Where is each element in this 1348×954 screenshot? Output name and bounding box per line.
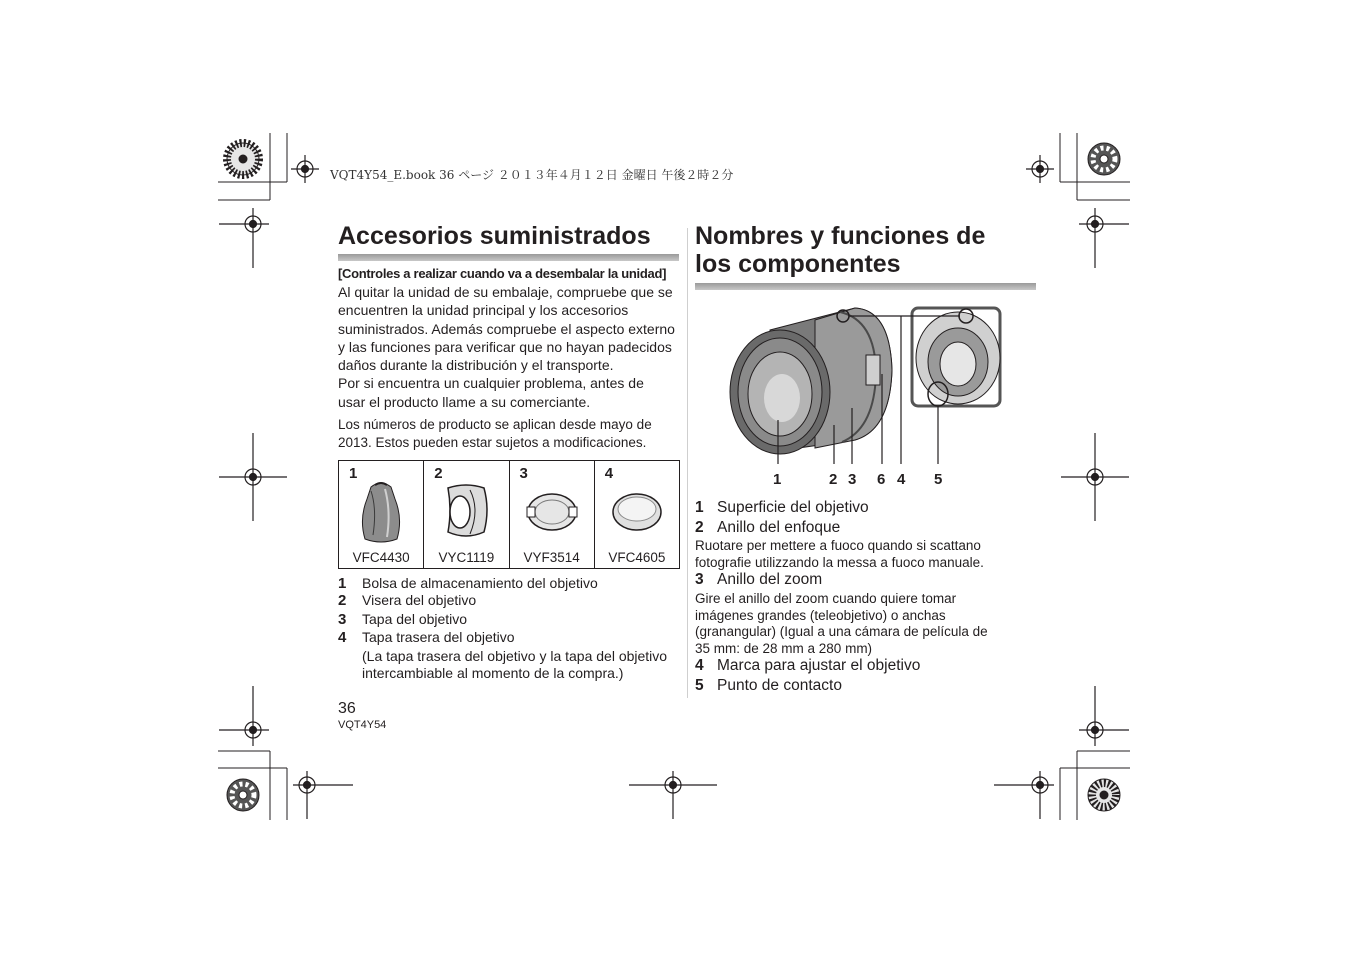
list-item bbox=[338, 575, 598, 592]
list-item bbox=[338, 611, 467, 628]
intro-line: suministrados. Además compruebe el aspecto externo bbox=[338, 320, 675, 337]
description-line: Gire el anillo del zoom cuando quiere tomar bbox=[695, 591, 957, 606]
accessory-code: VFC4430 bbox=[352, 550, 410, 565]
component-label: Punto de contacto bbox=[717, 677, 842, 694]
accessory-cell bbox=[339, 461, 424, 569]
list-note-line: (La tapa trasera del objetivo y la tapa del objetivo bbox=[362, 648, 668, 664]
list-item bbox=[338, 592, 476, 609]
accessory-code: VYC1119 bbox=[438, 550, 495, 565]
accessory-cell bbox=[509, 461, 594, 569]
list-note bbox=[362, 648, 667, 682]
list-number: 2 bbox=[338, 592, 347, 609]
list-number: 3 bbox=[338, 611, 347, 628]
unpack-subheading: [Controles a realizar cuando va a desembalar la unidad] bbox=[338, 266, 667, 281]
callout-label: 1 bbox=[773, 471, 782, 488]
description-line: fotografie utilizzando la messa a fuoco manuale. bbox=[695, 554, 984, 570]
print-header: VQT4Y54_E.book 36 ページ ２０１３年４月１２日 金曜日 午後２時２分 bbox=[330, 168, 734, 182]
lens-cap-icon bbox=[525, 490, 579, 534]
list-number: 4 bbox=[338, 629, 347, 646]
component-label: Anillo del zoom bbox=[717, 571, 823, 588]
list-label: Tapa del objetivo bbox=[362, 611, 468, 627]
component-number: 2 bbox=[695, 519, 704, 536]
intro-line: usar el producto llame a su comerciante. bbox=[338, 393, 591, 410]
description-line: Ruotare per mettere a fuoco quando si scattano bbox=[695, 538, 981, 553]
accessory-code: VYF3514 bbox=[523, 550, 580, 565]
list-item bbox=[338, 629, 515, 646]
note-line: 2013. Estos pueden estar sujetos a modificaciones. bbox=[338, 434, 647, 450]
callout-label: 4 bbox=[897, 471, 906, 488]
column-divider bbox=[687, 228, 688, 698]
component-label: Superficie del objetivo bbox=[717, 499, 869, 516]
component-number: 5 bbox=[695, 677, 704, 694]
component-item bbox=[695, 498, 869, 517]
lens-pouch-icon bbox=[357, 479, 405, 545]
component-item bbox=[695, 656, 920, 675]
list-label: Visera del objetivo bbox=[362, 592, 477, 608]
page-number: 36 bbox=[338, 700, 356, 717]
intro-line: Por si encuentra un cualquier problema, antes de bbox=[338, 375, 644, 392]
section-title-accessories: Accesorios suministrados bbox=[338, 222, 651, 250]
document-code: VQT4Y54 bbox=[338, 719, 387, 731]
component-item bbox=[695, 676, 842, 695]
callout-label: 6 bbox=[877, 471, 886, 488]
component-number: 4 bbox=[695, 657, 704, 674]
intro-line: y las funciones para verificar que no hayan padecidos bbox=[338, 338, 672, 355]
accessory-number: 4 bbox=[604, 465, 614, 482]
description-line: imágenes grandes (teleobjetivo) o anchas bbox=[695, 607, 946, 623]
component-item bbox=[695, 518, 840, 537]
list-label: Tapa trasera del objetivo bbox=[362, 629, 515, 645]
component-item bbox=[695, 570, 822, 589]
section-title-components bbox=[695, 222, 985, 278]
lens-diagram bbox=[720, 300, 1020, 470]
intro-paragraph bbox=[338, 283, 683, 411]
accessory-cell bbox=[594, 461, 679, 569]
title-line: los componentes bbox=[695, 250, 901, 278]
component-description bbox=[695, 538, 1035, 571]
title-rule bbox=[695, 283, 1036, 290]
title-line: Nombres y funciones de bbox=[695, 222, 986, 250]
accessory-number: 2 bbox=[434, 465, 443, 482]
intro-line: daños durante la distribución y el transporte. bbox=[338, 357, 614, 374]
accessory-code: VFC4605 bbox=[608, 550, 666, 565]
description-line: 35 mm: de 28 mm a 280 mm) bbox=[695, 640, 873, 656]
callout-label: 5 bbox=[934, 471, 943, 488]
list-number: 1 bbox=[338, 575, 347, 592]
rear-cap-icon bbox=[610, 490, 664, 534]
product-number-note bbox=[338, 416, 683, 451]
intro-line: Al quitar la unidad de su embalaje, compruebe que se bbox=[338, 284, 673, 300]
list-note-line: intercambiable al momento de la compra.) bbox=[362, 665, 624, 681]
component-description bbox=[695, 591, 1035, 657]
intro-line: encuentren la unidad principal y los accesorios bbox=[338, 302, 629, 319]
component-number: 3 bbox=[695, 571, 704, 588]
callout-label: 3 bbox=[848, 471, 857, 488]
list-label: Bolsa de almacenamiento del objetivo bbox=[362, 575, 598, 591]
component-number: 1 bbox=[695, 499, 704, 516]
callout-label: 2 bbox=[829, 471, 838, 488]
component-label: Marca para ajustar el objetivo bbox=[717, 657, 921, 674]
component-label: Anillo del enfoque bbox=[717, 519, 841, 536]
accessories-table bbox=[338, 460, 680, 569]
description-line: (granangular) (Igual a una cámara de película de bbox=[695, 624, 988, 639]
lens-hood-icon bbox=[440, 482, 492, 542]
accessory-number: 3 bbox=[519, 465, 528, 482]
accessory-cell bbox=[424, 461, 509, 569]
accessory-number: 1 bbox=[349, 465, 358, 482]
title-rule bbox=[338, 254, 679, 261]
note-line: Los números de producto se aplican desde mayo de bbox=[338, 417, 652, 432]
